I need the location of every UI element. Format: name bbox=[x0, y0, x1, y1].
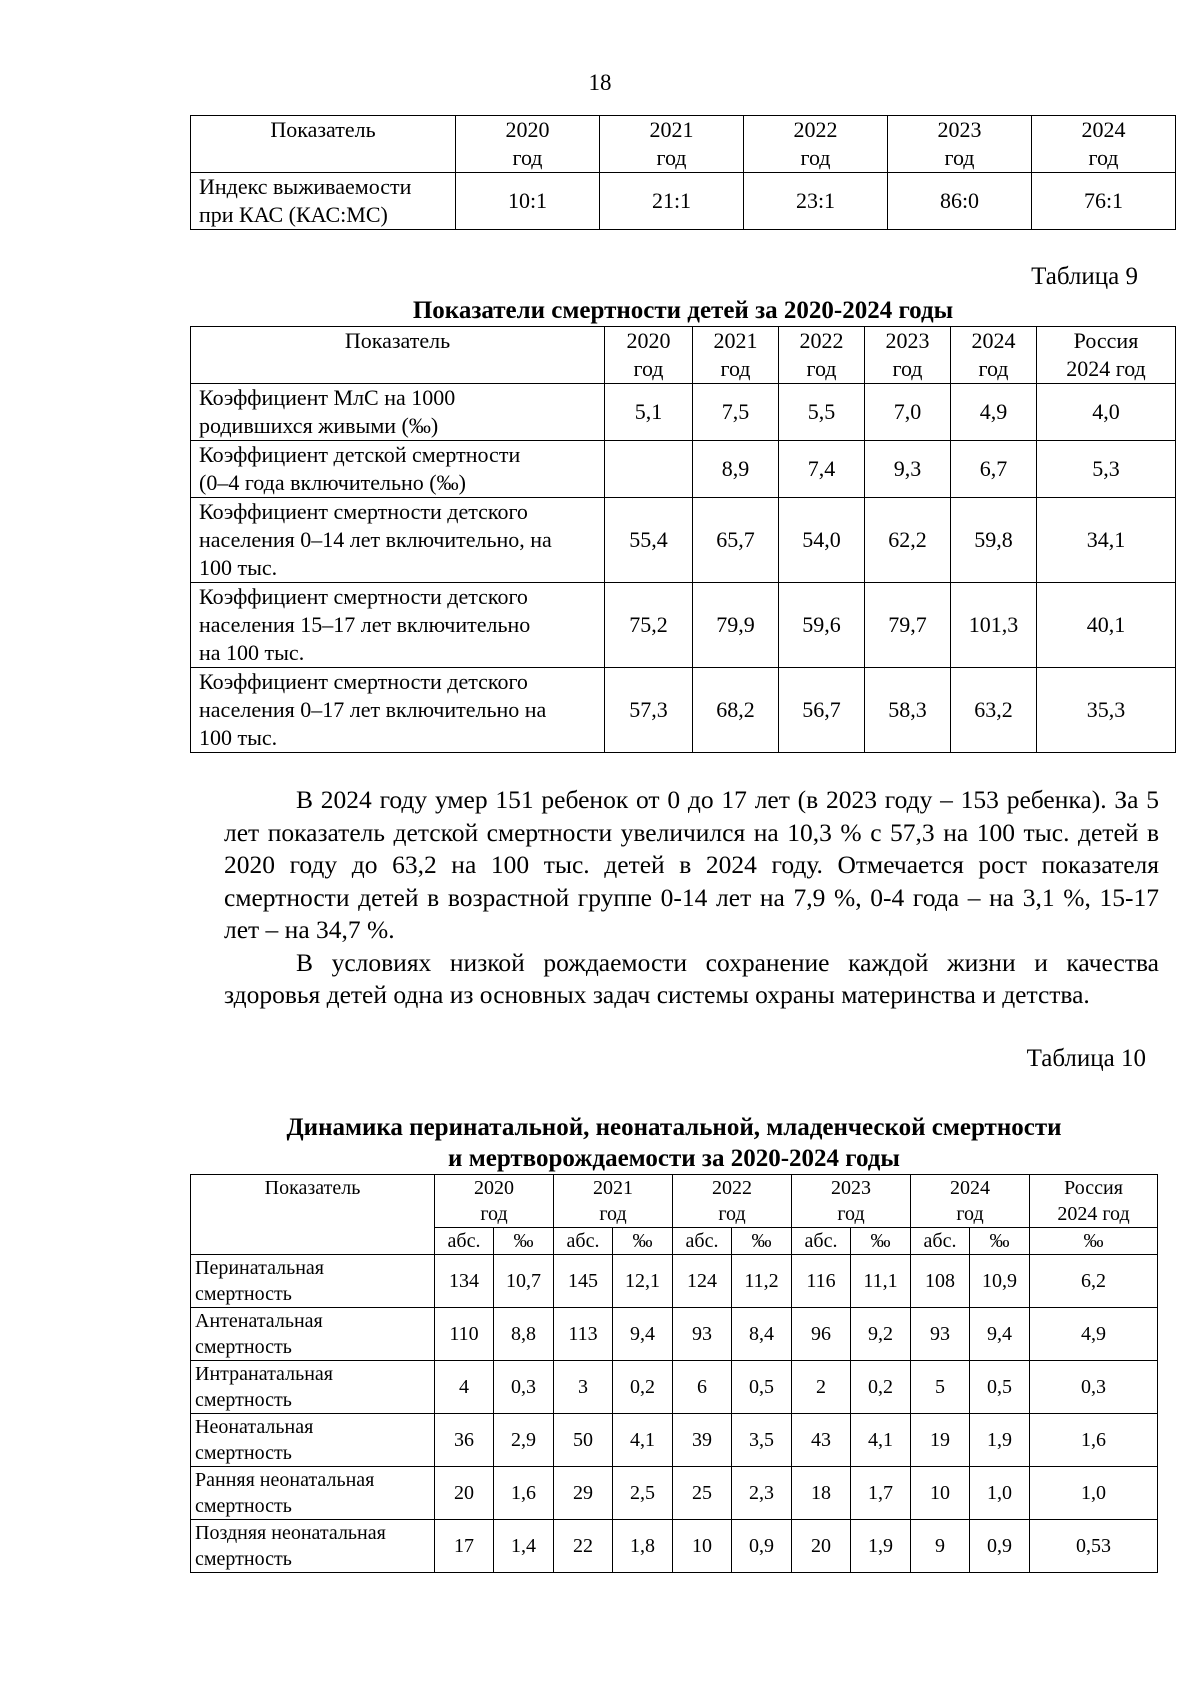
subheader-abs: абс. bbox=[792, 1228, 851, 1255]
cell-value: 21:1 bbox=[600, 173, 744, 230]
cell-value: 2,5 bbox=[613, 1467, 673, 1520]
cell-value: 93 bbox=[911, 1308, 970, 1361]
cell-value: 1,9 bbox=[851, 1520, 911, 1573]
cell-value: 6,2 bbox=[1030, 1255, 1158, 1308]
row-label: Коэффициент смертности детского населения 15–17 лет включительно на 100 тыс. bbox=[191, 583, 605, 668]
header-russia: Россия 2024 год bbox=[1030, 1175, 1158, 1228]
cell-value: 124 bbox=[673, 1255, 732, 1308]
table-row bbox=[191, 1361, 1158, 1414]
cell-value: 1,0 bbox=[1030, 1467, 1158, 1520]
cell-value: 9,4 bbox=[970, 1308, 1030, 1361]
cell-value: 101,3 bbox=[951, 583, 1037, 668]
cell-value: 3,5 bbox=[732, 1414, 792, 1467]
cell-value: 10:1 bbox=[456, 173, 600, 230]
table-10-title-line-2: и мертворождаемости за 2020-2024 годы bbox=[448, 1145, 900, 1172]
cell-value: 54,0 bbox=[779, 498, 865, 583]
cell-value: 108 bbox=[911, 1255, 970, 1308]
row-label: Неонатальная смертность bbox=[191, 1414, 435, 1467]
cell-value: 5,3 bbox=[1037, 441, 1176, 498]
cell-value: 5,1 bbox=[605, 384, 693, 441]
cell-value: 62,2 bbox=[865, 498, 951, 583]
cell-value: 134 bbox=[435, 1255, 494, 1308]
cell-value: 59,6 bbox=[779, 583, 865, 668]
header-year-2022: 2022 год bbox=[744, 116, 888, 173]
cell-value: 1,6 bbox=[494, 1467, 554, 1520]
row-label: Перинатальная смертность bbox=[191, 1255, 435, 1308]
cell-value: 34,1 bbox=[1037, 498, 1176, 583]
table-row bbox=[191, 583, 1176, 668]
cell-value: 0,2 bbox=[613, 1361, 673, 1414]
cell-value: 56,7 bbox=[779, 668, 865, 753]
cell-value: 65,7 bbox=[693, 498, 779, 583]
cell-value: 75,2 bbox=[605, 583, 693, 668]
cell-value: 43 bbox=[792, 1414, 851, 1467]
header-year-2024: 2024 год bbox=[1032, 116, 1176, 173]
table-row bbox=[191, 1255, 1158, 1308]
cell-value: 1,0 bbox=[970, 1467, 1030, 1520]
table-row bbox=[191, 1520, 1158, 1573]
table-header-row bbox=[191, 116, 1176, 173]
cell-value: 110 bbox=[435, 1308, 494, 1361]
header-year: 2022 год bbox=[779, 327, 865, 384]
cell-value: 0,53 bbox=[1030, 1520, 1158, 1573]
cell-value: 6 bbox=[673, 1361, 732, 1414]
header-year: 2023 год bbox=[792, 1175, 911, 1228]
cell-value: 4 bbox=[435, 1361, 494, 1414]
cell-value: 18 bbox=[792, 1467, 851, 1520]
cell-value: 7,4 bbox=[779, 441, 865, 498]
header-indicator: Показатель bbox=[191, 327, 605, 384]
table-row bbox=[191, 441, 1176, 498]
page-number: 18 bbox=[588, 70, 612, 95]
cell-value: 10 bbox=[911, 1467, 970, 1520]
table-9 bbox=[190, 326, 1176, 753]
cell-value: 0,5 bbox=[732, 1361, 792, 1414]
row-label: Поздняя неонатальная смертность bbox=[191, 1520, 435, 1573]
cell-value: 7,0 bbox=[865, 384, 951, 441]
table-9-caption: Таблица 9 bbox=[1031, 263, 1138, 290]
cell-value: 93 bbox=[673, 1308, 732, 1361]
table-row bbox=[191, 1467, 1158, 1520]
survival-index-table bbox=[190, 115, 1176, 230]
table-10-title bbox=[190, 1112, 1158, 1174]
cell-value: 0,9 bbox=[970, 1520, 1030, 1573]
cell-value: 79,9 bbox=[693, 583, 779, 668]
cell-value bbox=[605, 441, 693, 498]
table-10-title-line-1: Динамика перинатальной, неонатальной, младенческой смертности bbox=[286, 1114, 1062, 1141]
cell-value: 0,5 bbox=[970, 1361, 1030, 1414]
table-header-row bbox=[191, 327, 1176, 384]
cell-value: 4,1 bbox=[851, 1414, 911, 1467]
cell-value: 55,4 bbox=[605, 498, 693, 583]
table-row bbox=[191, 384, 1176, 441]
header-year: 2021 год bbox=[693, 327, 779, 384]
cell-value: 86:0 bbox=[888, 173, 1032, 230]
row-label: Коэффициент детской смертности (0–4 года включительно (‰) bbox=[191, 441, 605, 498]
table-row bbox=[191, 1414, 1158, 1467]
table-10 bbox=[190, 1174, 1158, 1573]
header-year-2023: 2023 год bbox=[888, 116, 1032, 173]
row-label: Коэффициент смертности детского населения 0–14 лет включительно, на 100 тыс. bbox=[191, 498, 605, 583]
table-9-title: Показатели смертности детей за 2020-2024 годы bbox=[412, 297, 954, 324]
cell-value: 2,9 bbox=[494, 1414, 554, 1467]
paragraph-2: В условиях низкой рождаемости сохранение каждой жизни и качества здоровья детей одна из основных задач системы охраны материнства и детства. bbox=[224, 947, 1159, 1009]
cell-value: 58,3 bbox=[865, 668, 951, 753]
cell-value: 4,1 bbox=[613, 1414, 673, 1467]
table-header-row bbox=[191, 1175, 1158, 1228]
table-row bbox=[191, 1308, 1158, 1361]
cell-value: 68,2 bbox=[693, 668, 779, 753]
header-year-2021: 2021 год bbox=[600, 116, 744, 173]
header-russia: Россия 2024 год bbox=[1037, 327, 1176, 384]
cell-value: 22 bbox=[554, 1520, 613, 1573]
cell-value: 19 bbox=[911, 1414, 970, 1467]
cell-value: 76:1 bbox=[1032, 173, 1176, 230]
subheader-permille: ‰ bbox=[494, 1228, 554, 1255]
cell-value: 2 bbox=[792, 1361, 851, 1414]
cell-value: 145 bbox=[554, 1255, 613, 1308]
cell-value: 12,1 bbox=[613, 1255, 673, 1308]
header-indicator: Показатель bbox=[191, 1175, 435, 1255]
cell-value: 20 bbox=[792, 1520, 851, 1573]
cell-value: 1,7 bbox=[851, 1467, 911, 1520]
cell-value: 9,4 bbox=[613, 1308, 673, 1361]
header-year: 2020 год bbox=[605, 327, 693, 384]
cell-value: 1,9 bbox=[970, 1414, 1030, 1467]
cell-value: 0,2 bbox=[851, 1361, 911, 1414]
cell-value: 36 bbox=[435, 1414, 494, 1467]
cell-value: 8,9 bbox=[693, 441, 779, 498]
cell-value: 7,5 bbox=[693, 384, 779, 441]
subheader-abs: абс. bbox=[554, 1228, 613, 1255]
cell-value: 10 bbox=[673, 1520, 732, 1573]
subheader-permille: ‰ bbox=[613, 1228, 673, 1255]
cell-value: 29 bbox=[554, 1467, 613, 1520]
subheader-abs: абс. bbox=[435, 1228, 494, 1255]
cell-value: 25 bbox=[673, 1467, 732, 1520]
cell-value: 79,7 bbox=[865, 583, 951, 668]
header-indicator: Показатель bbox=[191, 116, 456, 173]
cell-value: 9 bbox=[911, 1520, 970, 1573]
cell-value: 8,8 bbox=[494, 1308, 554, 1361]
header-year: 2021 год bbox=[554, 1175, 673, 1228]
cell-value: 96 bbox=[792, 1308, 851, 1361]
table-row bbox=[191, 498, 1176, 583]
cell-value: 9,3 bbox=[865, 441, 951, 498]
cell-value: 2,3 bbox=[732, 1467, 792, 1520]
subheader-permille: ‰ bbox=[732, 1228, 792, 1255]
cell-value: 1,6 bbox=[1030, 1414, 1158, 1467]
cell-value: 17 bbox=[435, 1520, 494, 1573]
cell-value: 1,4 bbox=[494, 1520, 554, 1573]
header-year: 2022 год bbox=[673, 1175, 792, 1228]
cell-value: 3 bbox=[554, 1361, 613, 1414]
paragraph-1: В 2024 году умер 151 ребенок от 0 до 17 лет (в 2023 году – 153 ребенка). За 5 лет показатель детской смертности увеличился на 10,3 % с 57,3 на 100 тыс. детей в 2020 году до 63,2 на 100 тыс. детей в 2024 году. Отмечается рост показателя смертности детей в возрастной группе 0-14 лет на 7,9 %, 0-4 года – на 3,1 %, 15-17 лет – на 34,7 %. bbox=[224, 785, 1159, 944]
table-10-caption: Таблица 10 bbox=[1026, 1045, 1146, 1072]
cell-value: 4,9 bbox=[951, 384, 1037, 441]
body-text bbox=[224, 784, 1159, 1012]
subheader-abs: абс. bbox=[911, 1228, 970, 1255]
subheader-abs: абс. bbox=[673, 1228, 732, 1255]
cell-value: 6,7 bbox=[951, 441, 1037, 498]
cell-value: 39 bbox=[673, 1414, 732, 1467]
row-label: Индекс выживаемости при КАС (КАС:МС) bbox=[191, 173, 456, 230]
table-row bbox=[191, 173, 1176, 230]
row-label: Коэффициент смертности детского населения 0–17 лет включительно на 100 тыс. bbox=[191, 668, 605, 753]
table-row bbox=[191, 668, 1176, 753]
cell-value: 0,9 bbox=[732, 1520, 792, 1573]
header-year: 2024 год bbox=[911, 1175, 1030, 1228]
row-label: Антенатальная смертность bbox=[191, 1308, 435, 1361]
cell-value: 11,1 bbox=[851, 1255, 911, 1308]
cell-value: 116 bbox=[792, 1255, 851, 1308]
subheader-permille: ‰ bbox=[970, 1228, 1030, 1255]
header-year: 2024 год bbox=[951, 327, 1037, 384]
row-label: Интранатальная смертность bbox=[191, 1361, 435, 1414]
subheader-permille: ‰ bbox=[1030, 1228, 1158, 1255]
header-year: 2023 год bbox=[865, 327, 951, 384]
cell-value: 9,2 bbox=[851, 1308, 911, 1361]
cell-value: 57,3 bbox=[605, 668, 693, 753]
cell-value: 11,2 bbox=[732, 1255, 792, 1308]
cell-value: 35,3 bbox=[1037, 668, 1176, 753]
cell-value: 5,5 bbox=[779, 384, 865, 441]
header-year: 2020 год bbox=[435, 1175, 554, 1228]
cell-value: 20 bbox=[435, 1467, 494, 1520]
cell-value: 0,3 bbox=[1030, 1361, 1158, 1414]
subheader-permille: ‰ bbox=[851, 1228, 911, 1255]
cell-value: 0,3 bbox=[494, 1361, 554, 1414]
cell-value: 23:1 bbox=[744, 173, 888, 230]
cell-value: 59,8 bbox=[951, 498, 1037, 583]
header-year-2020: 2020 год bbox=[456, 116, 600, 173]
cell-value: 10,9 bbox=[970, 1255, 1030, 1308]
cell-value: 50 bbox=[554, 1414, 613, 1467]
cell-value: 10,7 bbox=[494, 1255, 554, 1308]
row-label: Коэффициент МлС на 1000 родившихся живыми (‰) bbox=[191, 384, 605, 441]
cell-value: 1,8 bbox=[613, 1520, 673, 1573]
row-label: Ранняя неонатальная смертность bbox=[191, 1467, 435, 1520]
cell-value: 8,4 bbox=[732, 1308, 792, 1361]
cell-value: 5 bbox=[911, 1361, 970, 1414]
cell-value: 4,9 bbox=[1030, 1308, 1158, 1361]
cell-value: 4,0 bbox=[1037, 384, 1176, 441]
cell-value: 63,2 bbox=[951, 668, 1037, 753]
cell-value: 113 bbox=[554, 1308, 613, 1361]
cell-value: 40,1 bbox=[1037, 583, 1176, 668]
